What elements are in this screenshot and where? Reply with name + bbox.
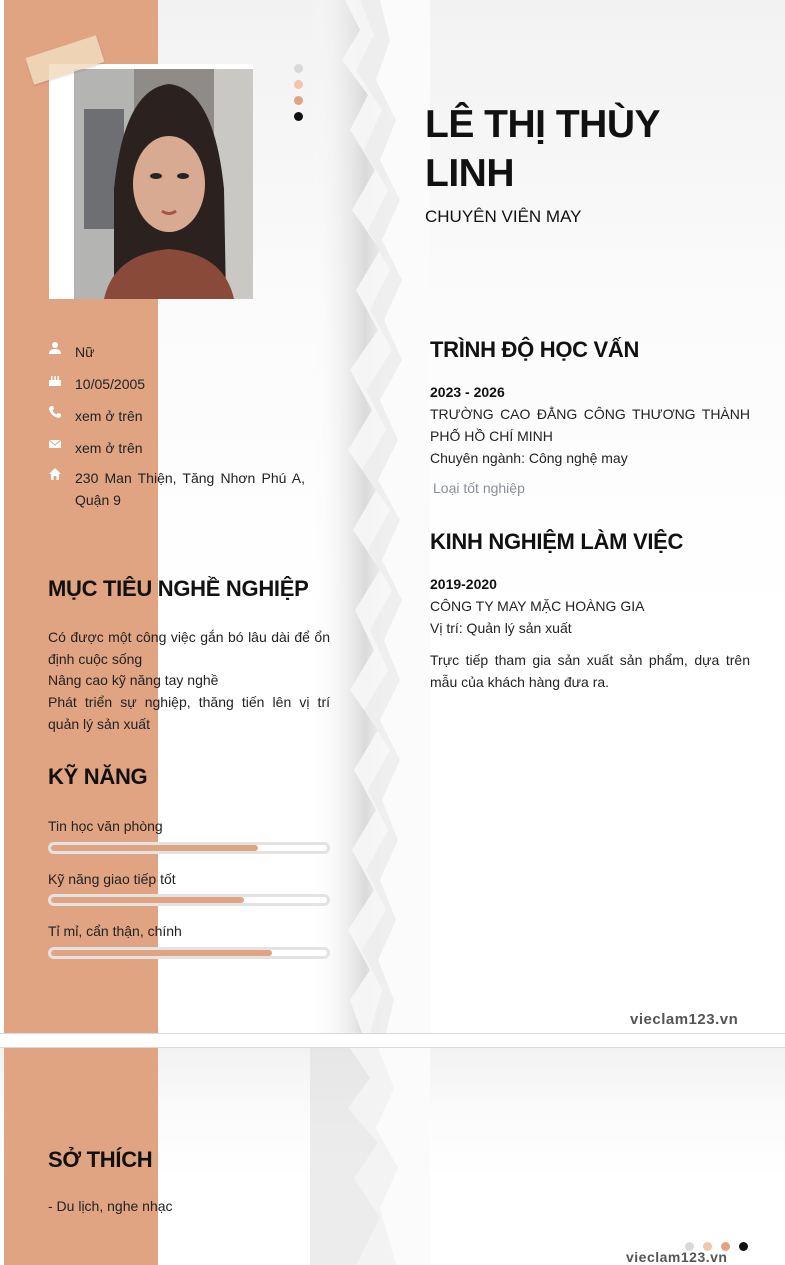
skill-label: Kỹ năng giao tiếp tốt — [48, 871, 176, 887]
phone-value: xem ở trên — [75, 408, 143, 424]
page-separator — [0, 1033, 785, 1048]
skill-bar-fill — [51, 845, 258, 851]
career-goal-line: Nâng cao kỹ năng tay nghề — [48, 672, 219, 688]
experience-company: CÔNG TY MAY MẶC HOÀNG GIA — [430, 598, 645, 614]
education-grade: Loại tốt nghiệp — [433, 480, 525, 496]
profile-photo — [74, 69, 253, 299]
decor-dot — [294, 64, 303, 73]
decor-dot — [739, 1242, 748, 1251]
skill-bar — [48, 894, 330, 906]
education-year: 2023 - 2026 — [430, 384, 505, 400]
hobbies-title: SỞ THÍCH — [48, 1147, 153, 1172]
brand-watermark-footer: vieclam123.vn — [626, 1249, 728, 1265]
torn-paper-decoration — [290, 0, 430, 1033]
home-icon — [48, 467, 62, 481]
address-value: 230 Man Thiện, Tăng Nhơn Phú A, Quận 9 — [75, 470, 305, 508]
experience-role: Vị trí: Quản lý sản xuất — [430, 620, 572, 636]
user-icon — [48, 341, 62, 355]
skill-bar-fill — [51, 950, 272, 956]
skill-bar-fill — [51, 897, 244, 903]
brand-watermark: vieclam123.vn — [630, 1011, 739, 1028]
skill-label: Tỉ mỉ, cẩn thận, chính — [48, 923, 182, 939]
cake-icon — [48, 373, 62, 387]
photo-frame — [49, 64, 74, 299]
envelope-icon — [48, 437, 62, 451]
decor-dot — [294, 96, 303, 105]
education-major: Chuyên ngành: Công nghệ may — [430, 450, 628, 466]
career-goal-line: Có được một công việc gắn bó lâu dài để ổn định cuộc sống — [48, 629, 330, 667]
page-edge — [0, 0, 4, 1033]
decor-dot — [294, 80, 303, 89]
gender-value: Nữ — [75, 344, 95, 360]
hobbies-text: - Du lịch, nghe nhạc — [48, 1198, 173, 1214]
experience-year: 2019-2020 — [430, 576, 497, 592]
skills-title: KỸ NĂNG — [48, 764, 148, 789]
experience-description: Trực tiếp tham gia sản xuất sản phẩm, dựa trên mẫu của khách hàng đưa ra. — [430, 652, 750, 690]
email-value: xem ở trên — [75, 440, 143, 456]
job-title: CHUYÊN VIÊN MAY — [425, 207, 582, 226]
torn-paper-decoration — [290, 1048, 430, 1265]
birthday-value: 10/05/2005 — [75, 376, 146, 392]
career-goal-title: MỤC TIÊU NGHỀ NGHIỆP — [48, 576, 309, 601]
candidate-name: LÊ THỊ THÙY LINH — [425, 103, 660, 195]
education-title: TRÌNH ĐỘ HỌC VẤN — [430, 337, 640, 362]
phone-icon — [48, 405, 62, 419]
cv-page-2 — [0, 1048, 785, 1265]
skill-bar — [48, 947, 330, 959]
education-school: TRƯỜNG CAO ĐẲNG CÔNG THƯƠNG THÀNH PHỐ HỒ CHÍ MINH — [430, 406, 750, 444]
experience-title: KINH NGHIỆM LÀM VIỆC — [430, 529, 684, 554]
skill-label: Tin học văn phòng — [48, 818, 163, 834]
career-goal-line: Phát triển sự nghiệp, thăng tiến lên vị trí quản lý sản xuất — [48, 694, 330, 732]
decor-dot — [294, 112, 303, 121]
skill-bar — [48, 842, 330, 854]
